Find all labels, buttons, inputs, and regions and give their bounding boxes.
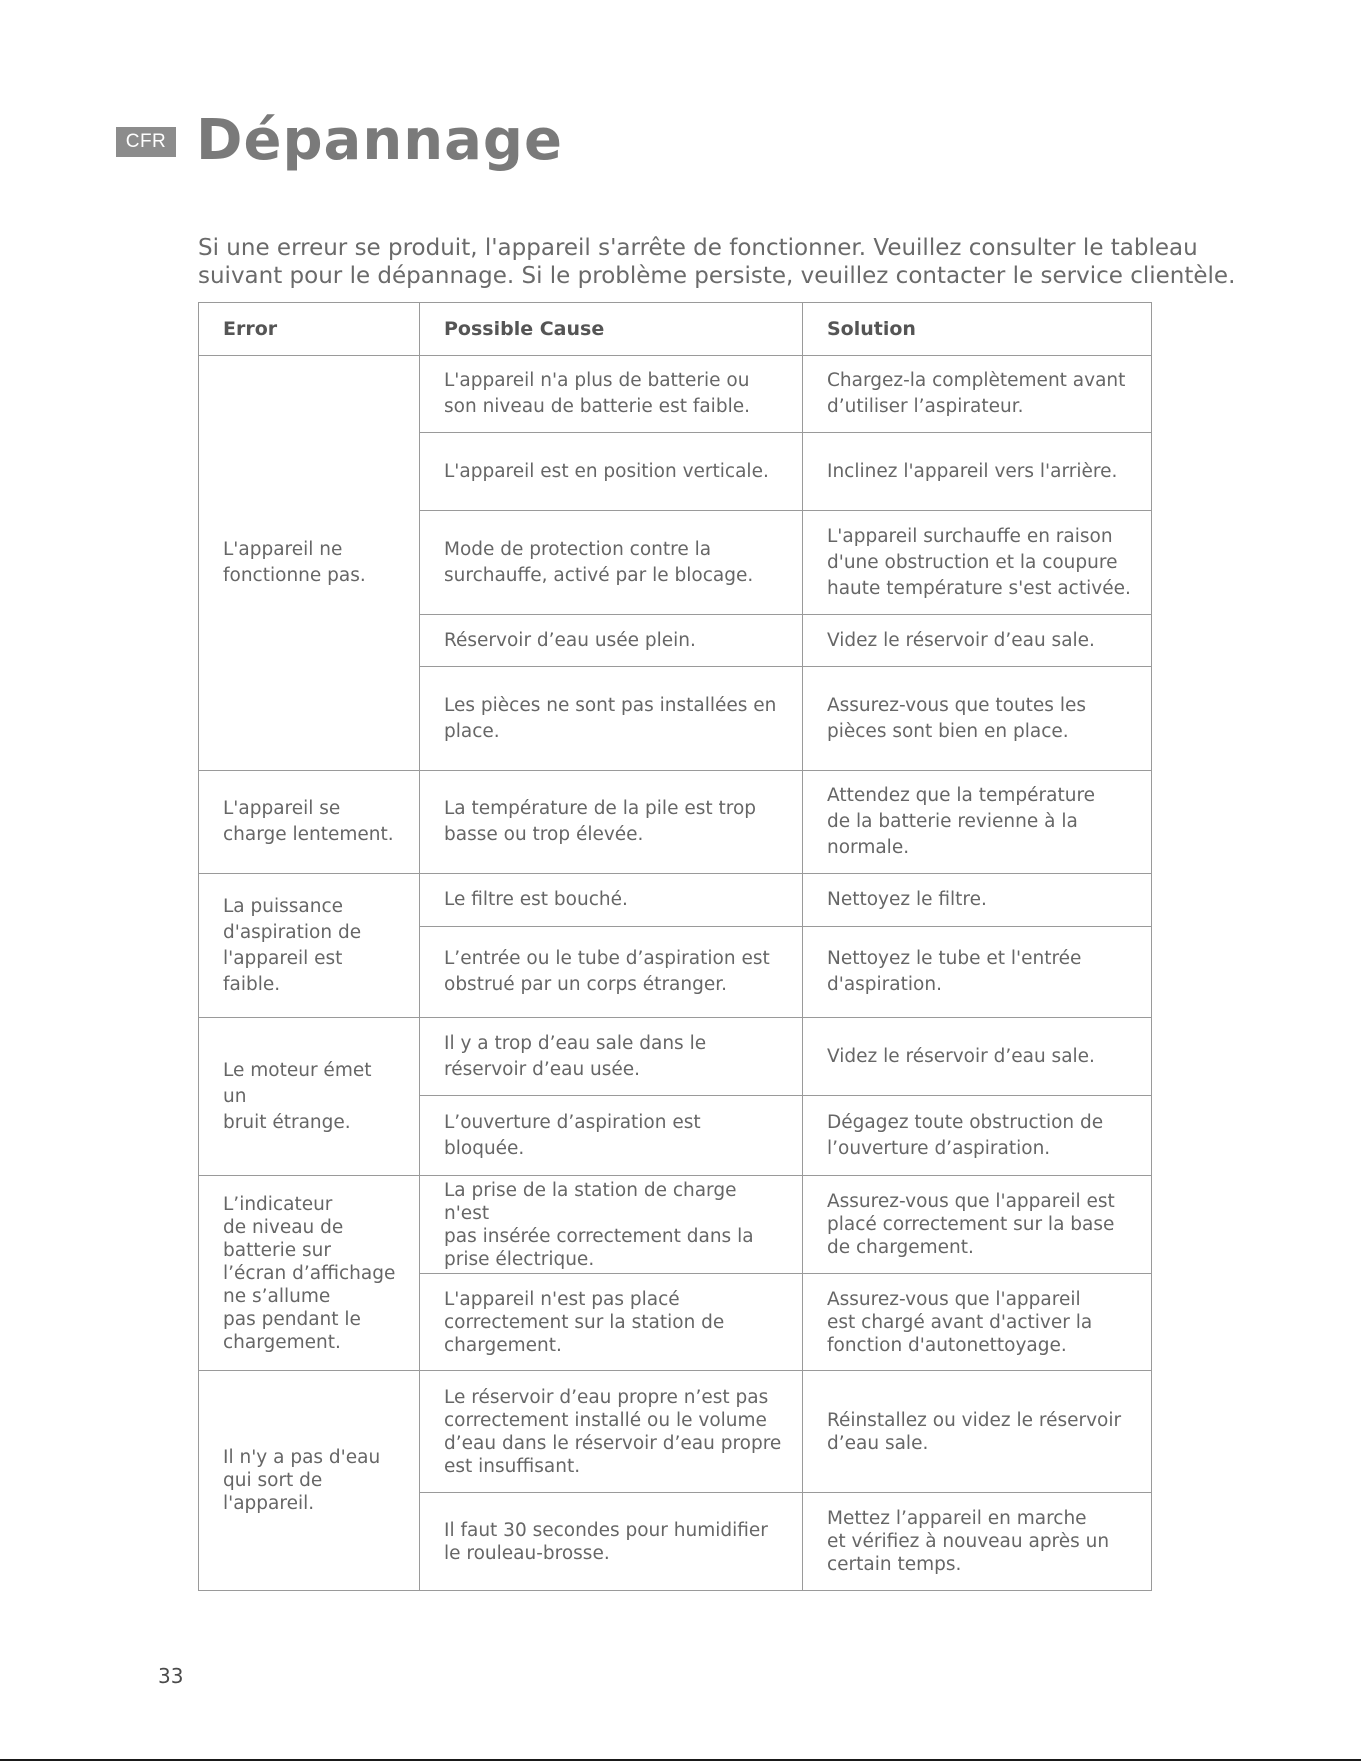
solution-cell bbox=[803, 927, 1152, 1018]
cause-text: L'appareil est en position verticale. bbox=[444, 460, 769, 482]
cause-cell bbox=[420, 1176, 803, 1274]
page-number: 33 bbox=[158, 1664, 184, 1688]
solution-cell bbox=[803, 667, 1152, 771]
table-row bbox=[199, 1018, 1152, 1096]
language-badge: CFR bbox=[116, 127, 176, 157]
intro-line-1: Si une erreur se produit, l'appareil s'arrête de fonctionner. Veuillez consulter le tableau bbox=[198, 235, 1198, 261]
solution-cell bbox=[803, 356, 1152, 433]
error-cell bbox=[199, 1018, 420, 1176]
table-header-row bbox=[199, 303, 1152, 356]
cause-cell bbox=[420, 667, 803, 771]
solution-text: Assurez-vous que toutes les pièces sont bien en place. bbox=[827, 694, 1086, 742]
error-text: La puissance d'aspiration de l'appareil est faible. bbox=[223, 895, 362, 995]
solution-text: Videz le réservoir d’eau sale. bbox=[827, 629, 1095, 651]
error-cell bbox=[199, 771, 420, 874]
cause-cell bbox=[420, 1096, 803, 1176]
cause-text: Les pièces ne sont pas installées en place. bbox=[444, 694, 777, 742]
solution-cell bbox=[803, 615, 1152, 667]
solution-cell bbox=[803, 874, 1152, 927]
solution-text: Mettez l’appareil en marche et vérifiez à nouveau après un certain temps. bbox=[827, 1508, 1110, 1575]
cause-text: L’ouverture d’aspiration est bloquée. bbox=[444, 1111, 701, 1159]
solution-text: Inclinez l'appareil vers l'arrière. bbox=[827, 460, 1118, 482]
solution-text: Nettoyez le tube et l'entrée d'aspiration. bbox=[827, 948, 1082, 995]
solution-cell bbox=[803, 433, 1152, 511]
solution-text: Assurez-vous que l'appareil est chargé avant d'activer la fonction d'autonettoyage. bbox=[827, 1288, 1093, 1356]
cause-text: L’entrée ou le tube d’aspiration est obstrué par un corps étranger. bbox=[444, 948, 770, 995]
intro-line-2: suivant pour le dépannage. Si le problème persiste, veuillez contacter le service clientèle. bbox=[198, 263, 1236, 289]
cause-text: La température de la pile est trop basse ou trop élevée. bbox=[444, 798, 757, 845]
cause-cell bbox=[420, 927, 803, 1018]
cause-text: La prise de la station de charge n'est pas insérée correctement dans la prise électrique. bbox=[444, 1179, 754, 1270]
solution-text: Chargez-la complètement avant d’utiliser l’aspirateur. bbox=[827, 370, 1126, 417]
solution-text: Nettoyez le filtre. bbox=[827, 889, 987, 910]
cause-text: L'appareil n'est pas placé correctement sur la station de chargement. bbox=[444, 1288, 725, 1356]
table-row bbox=[199, 1176, 1152, 1274]
table-row bbox=[199, 874, 1152, 927]
header-solution: Solution bbox=[803, 303, 1152, 356]
solution-text: Réinstallez ou videz le réservoir d’eau sale. bbox=[827, 1409, 1122, 1454]
header-error: Error bbox=[199, 303, 420, 356]
cause-cell bbox=[420, 615, 803, 667]
cause-text: Le filtre est bouché. bbox=[444, 889, 628, 910]
cause-cell bbox=[420, 1018, 803, 1096]
solution-cell bbox=[803, 771, 1152, 874]
cause-text: Il faut 30 secondes pour humidifier le rouleau-brosse. bbox=[444, 1519, 768, 1564]
cause-cell bbox=[420, 1371, 803, 1493]
cause-text: Mode de protection contre la surchauffe, activé par le blocage. bbox=[444, 538, 754, 586]
solution-text: L'appareil surchauffe en raison d'une obstruction et la coupure haute température s'est activée. bbox=[827, 525, 1131, 599]
error-text: L'appareil ne fonctionne pas. bbox=[223, 539, 366, 586]
table-row bbox=[199, 356, 1152, 433]
solution-cell bbox=[803, 1176, 1152, 1274]
solution-cell bbox=[803, 1274, 1152, 1371]
cause-cell bbox=[420, 771, 803, 874]
cause-cell bbox=[420, 1274, 803, 1371]
cause-text: Il y a trop d’eau sale dans le réservoir d’eau usée. bbox=[444, 1032, 707, 1080]
intro-paragraph bbox=[198, 234, 1236, 290]
header-possible-cause: Possible Cause bbox=[420, 303, 803, 356]
solution-text: Attendez que la température de la batterie revienne à la normale. bbox=[827, 785, 1096, 858]
cause-cell bbox=[420, 874, 803, 927]
solution-cell bbox=[803, 511, 1152, 615]
cause-cell bbox=[420, 356, 803, 433]
error-text: L'appareil se charge lentement. bbox=[223, 798, 394, 845]
error-cell bbox=[199, 1371, 420, 1591]
error-cell bbox=[199, 1176, 420, 1371]
error-text: Il n'y a pas d'eau qui sort de l'appareil. bbox=[223, 1447, 381, 1514]
cause-text: Réservoir d’eau usée plein. bbox=[444, 629, 696, 651]
error-text: L’indicateur de niveau de batterie sur l’écran d’affichage ne s’allume pas pendant le chargement. bbox=[223, 1193, 396, 1353]
error-cell bbox=[199, 874, 420, 1018]
table-row bbox=[199, 1371, 1152, 1493]
solution-text: Videz le réservoir d’eau sale. bbox=[827, 1045, 1095, 1067]
solution-cell bbox=[803, 1018, 1152, 1096]
solution-cell bbox=[803, 1493, 1152, 1591]
cause-text: Le réservoir d’eau propre n’est pas correctement installé ou le volume d’eau dans le réservoir d’eau propre est insuffisant. bbox=[444, 1386, 782, 1477]
cause-text: L'appareil n'a plus de batterie ou son niveau de batterie est faible. bbox=[444, 370, 750, 417]
cause-cell bbox=[420, 433, 803, 511]
solution-text: Assurez-vous que l'appareil est placé correctement sur la base de chargement. bbox=[827, 1191, 1115, 1258]
table-row bbox=[199, 771, 1152, 874]
cause-cell bbox=[420, 1493, 803, 1591]
solution-cell bbox=[803, 1371, 1152, 1493]
error-cell bbox=[199, 356, 420, 771]
error-text: Le moteur émet un bruit étrange. bbox=[223, 1059, 372, 1133]
solution-cell bbox=[803, 1096, 1152, 1176]
troubleshooting-table bbox=[198, 302, 1152, 1591]
page-title: Dépannage bbox=[196, 108, 563, 173]
solution-text: Dégagez toute obstruction de l’ouverture d’aspiration. bbox=[827, 1111, 1104, 1159]
cause-cell bbox=[420, 511, 803, 615]
